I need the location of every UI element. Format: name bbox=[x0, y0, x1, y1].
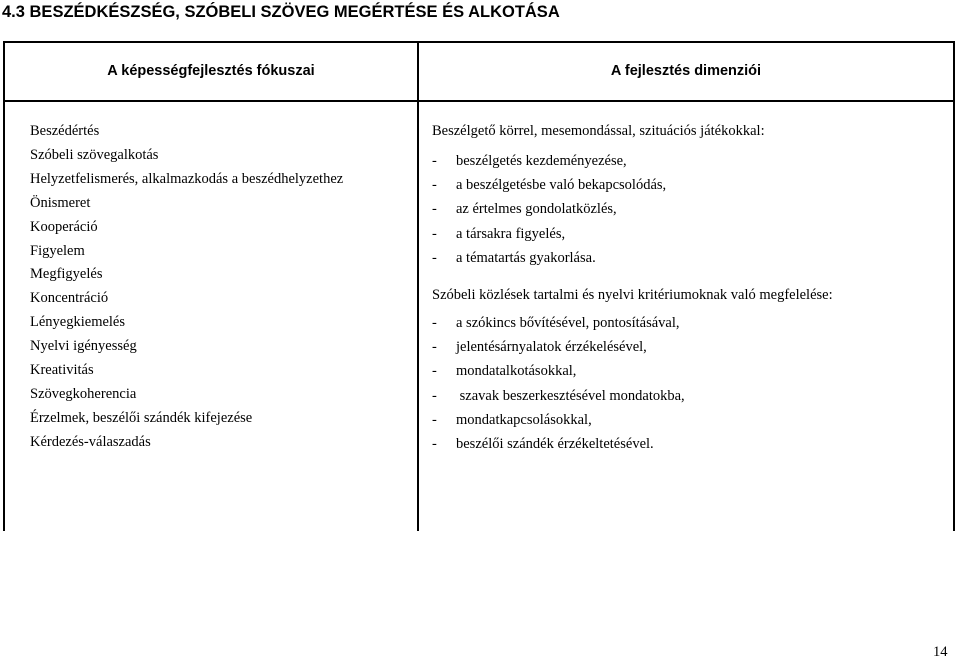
focus-item: Szövegkoherencia bbox=[30, 385, 137, 402]
list-item bbox=[432, 359, 947, 383]
header-dimensions-column: A fejlesztés dimenziói bbox=[610, 63, 762, 79]
header-focus-column: A képességfejlesztés fókuszai bbox=[107, 63, 315, 79]
criteria-skills-list bbox=[432, 311, 947, 456]
list-item bbox=[432, 197, 947, 221]
list-item-text: jelentésárnyalatok érzékelésével, bbox=[456, 339, 647, 356]
table-header-row bbox=[5, 43, 953, 102]
list-item bbox=[432, 384, 947, 408]
focus-list bbox=[30, 120, 343, 455]
focus-item: Beszédértés bbox=[30, 123, 100, 139]
focus-item: Önismeret bbox=[30, 194, 91, 211]
focus-item: Helyzetfelismerés, alkalmazkodás a beszédhelyzethez bbox=[30, 170, 344, 187]
focus-item: Kooperáció bbox=[30, 218, 98, 235]
list-item-text: a tématartás gyakorlása. bbox=[456, 249, 596, 266]
development-table bbox=[3, 41, 955, 531]
list-item bbox=[432, 222, 947, 246]
list-item bbox=[432, 432, 947, 456]
dash-marker: - bbox=[432, 201, 437, 218]
list-item-text: az értelmes gondolatközlés, bbox=[456, 201, 617, 218]
list-item bbox=[432, 311, 947, 335]
focus-item: Figyelem bbox=[30, 242, 85, 259]
dash-marker: - bbox=[432, 177, 437, 194]
focus-item: Kreativitás bbox=[30, 362, 94, 379]
section-heading-conversation: Beszélgető körrel, mesemondással, szituációs játékokkal: bbox=[432, 123, 765, 139]
list-item bbox=[432, 335, 947, 359]
list-item-text: szavak beszerkesztésével mondatokba, bbox=[456, 387, 685, 404]
dash-marker: - bbox=[432, 225, 437, 242]
list-item-text: beszélői szándék érzékeltetésével. bbox=[456, 435, 654, 452]
conversation-skills-list bbox=[432, 149, 947, 270]
list-item-text: mondatalkotásokkal, bbox=[456, 363, 577, 380]
list-item bbox=[432, 246, 947, 270]
list-item-text: beszélgetés kezdeményezése, bbox=[456, 153, 627, 169]
focus-item: Nyelvi igényesség bbox=[30, 338, 137, 355]
dash-marker: - bbox=[432, 435, 437, 452]
dash-marker: - bbox=[432, 314, 437, 331]
focus-item: Lényegkiemelés bbox=[30, 314, 126, 331]
column-divider bbox=[417, 43, 419, 531]
focus-item: Kérdezés-válaszadás bbox=[30, 433, 151, 450]
page-number: 14 bbox=[933, 644, 948, 660]
list-item-text: mondatkapcsolásokkal, bbox=[456, 411, 592, 428]
list-item bbox=[432, 149, 947, 173]
dash-marker: - bbox=[432, 153, 437, 169]
focus-item: Érzelmek, beszélői szándék kifejezése bbox=[30, 409, 253, 426]
list-item-text: a szókincs bővítésével, pontosításával, bbox=[456, 314, 680, 331]
list-item bbox=[432, 173, 947, 197]
dash-marker: - bbox=[432, 411, 437, 428]
dash-marker: - bbox=[432, 339, 437, 356]
list-item-text: a társakra figyelés, bbox=[456, 225, 566, 242]
focus-item: Szóbeli szövegalkotás bbox=[30, 146, 159, 163]
dash-marker: - bbox=[432, 387, 437, 404]
page-title: 4.3 BESZÉDKÉSZSÉG, SZÓBELI SZÖVEG MEGÉRTÉSE ÉS ALKOTÁSA bbox=[2, 3, 560, 21]
focus-item: Megfigyelés bbox=[30, 266, 103, 283]
list-item bbox=[432, 408, 947, 432]
section-heading-criteria: Szóbeli közlések tartalmi és nyelvi kritériumoknak való megfelelése: bbox=[432, 286, 833, 303]
dimensions-column bbox=[432, 121, 947, 456]
dash-marker: - bbox=[432, 249, 437, 266]
focus-item: Koncentráció bbox=[30, 290, 109, 307]
dash-marker: - bbox=[432, 363, 437, 380]
list-item-text: a beszélgetésbe való bekapcsolódás, bbox=[456, 177, 667, 194]
